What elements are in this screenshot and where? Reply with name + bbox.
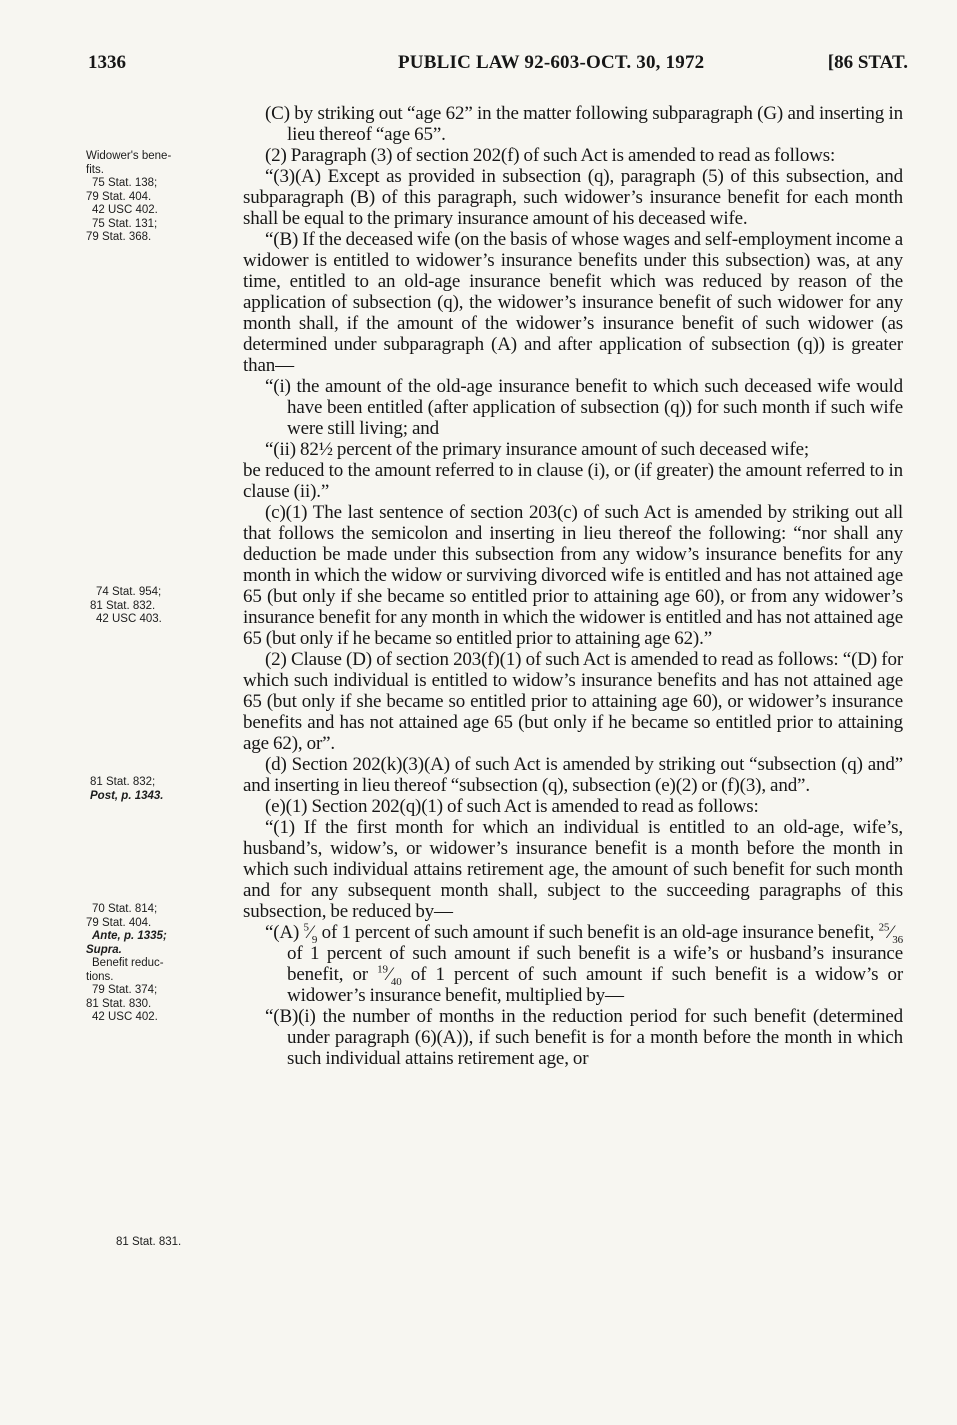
margin-line: 42 USC 403. (96, 613, 162, 625)
paragraph-d: (d) Section 202(k)(3)(A) of such Act is amended by striking out “subsection (q) and” and inserting in lieu thereof “subsection (q), subsection (e)(2) or (f)(3), and”. (243, 754, 903, 796)
law-title: PUBLIC LAW 92-603-OCT. 30, 1972 (398, 52, 705, 73)
paragraph-c2: (2) Clause (D) of section 203(f)(1) of such Act is amended to read as follows: “(D) for which such individual is entitled to widow’s insurance benefits and has not attained age 65 (but only if she became so entitled prior to attaining age 60), or widower’s insurance benefits and has not attained age 65 (but only if he became so entitled prior to attaining age 62), or”. (243, 649, 903, 754)
margin-note-widowers-benefits (86, 150, 236, 245)
margin-line: 81 Stat. 831. (116, 1236, 182, 1248)
paragraph-e1: (e)(1) Section 202(q)(1) of such Act is amended to read as follows: (265, 796, 759, 817)
margin-note-81-stat-832 (90, 776, 240, 803)
margin-line: 79 Stat. 374; (92, 984, 158, 996)
margin-line: Ante, p. 1335; (92, 930, 167, 942)
margin-line: 79 Stat. 368. (86, 231, 152, 243)
paragraph-c-striking-age: (C) by striking out “age 62” in the matter following subparagraph (G) and inserting in lieu thereof “age 65”. (265, 103, 903, 145)
margin-line: 79 Stat. 404. (86, 916, 152, 929)
page-number: 1336 (88, 52, 126, 73)
margin-line: 42 USC 402. (92, 1011, 158, 1023)
subparagraph-b: “(B)(i) the number of months in the reduction period for such benefit (determined under paragraph (6)(A)), if such benefit is for a month before the month in which such individual attains retirement age, or (265, 1006, 903, 1069)
clause-i: “(i) the amount of the old-age insurance benefit to which such deceased wife would have been entitled (after application of subsection (q)) for such month if such wife were still living; and (265, 376, 903, 439)
margin-line: 42 USC 402. (92, 204, 158, 216)
margin-line: 75 Stat. 131; (92, 217, 158, 230)
margin-line: 81 Stat. 832; (90, 776, 156, 788)
statute-body (243, 103, 903, 1069)
margin-line: Benefit reduc- (92, 957, 164, 969)
paragraph-2-amendment: (2) Paragraph (3) of section 202(f) of such Act is amended to read as follows: (265, 145, 836, 166)
paragraph-c1: (c)(1) The last sentence of section 203(c) of such Act is amended by striking out all that follows the semicolon and inserting in lieu thereof the following: “nor shall any deduction be made under this subsection from any widow’s insurance benefits for any month in which the widow or surviving divorced wife is entitled and has not attained age 65 (but only if she became so entitled prior to attaining age 60), or from any widower’s insurance benefit for any month in which the widower is entitled and has not attained age 65 (but only if he became so entitled prior to attaining age 62).” (243, 502, 903, 649)
statute-reference: [86 STAT. (827, 52, 908, 73)
margin-note-benefit-reductions (86, 903, 236, 1025)
margin-line: Post, p. 1343. (90, 789, 164, 802)
margin-line: 81 Stat. 832. (90, 599, 156, 612)
margin-line: Supra. (86, 943, 122, 956)
margin-line: 74 Stat. 954; (96, 586, 162, 598)
running-header (88, 52, 908, 82)
paragraph-3b: “(B) If the deceased wife (on the basis of whose wages and self-employment income a widower is entitled to widower’s insurance benefits under this subsection) was, at any time, entitled to an old-age insurance benefit which was reduced by reason of the application of subsection (q), the widower’s insurance benefit of such widower for any month shall, if the amount of the widower’s insurance benefit of such widower (as determined under subparagraph (A) and after application of subsection (q)) is greater than— (243, 229, 903, 376)
paragraph-3a: “(3)(A) Except as provided in subsection (q), paragraph (5) of this subsection, and subparagraph (B) of this paragraph, such widower’s insurance benefit for each month shall be equal to the primary insurance amount of his deceased wife. (243, 166, 903, 229)
margin-note-81-stat-831 (116, 1236, 266, 1250)
margin-line: tions. (86, 970, 114, 983)
margin-line: 70 Stat. 814; (92, 903, 158, 915)
subparagraph-a: “(A) $^5⁄_9$ of 1 percent of such amount if such benefit is an old-age insurance benefit, $^{25}⁄_{36}$ of 1 percent of such amount if such benefit is a wife’s or husband’s insurance benefit, or $^{19}⁄_{40}$ of 1 percent of such amount if such benefit is a widow’s or widower’s insurance benefit, multiplied by— (265, 921, 904, 1006)
clause-ii: “(ii) 82½ percent of the primary insurance amount of such deceased wife; (265, 439, 809, 460)
margin-line: 79 Stat. 404. (86, 190, 152, 203)
margin-line: fits. (86, 163, 104, 176)
margin-note-74-stat (90, 586, 240, 627)
margin-line: 81 Stat. 830. (86, 997, 152, 1010)
paragraph-reduced-amount: be reduced to the amount referred to in clause (i), or (if greater) the amount referred to in clause (ii).” (243, 460, 903, 502)
margin-line: 75 Stat. 138; (92, 177, 158, 189)
margin-line: Widower's bene- (86, 150, 172, 162)
paragraph-q1: “(1) If the first month for which an individual is entitled to an old-age, wife’s, husband’s, widow’s, or widower’s insurance benefit is a month before the month in which such individual attains retirement age, the amount of such benefit for such month and for any subsequent month shall, subject to the succeeding paragraphs of this subsection, be reduced by— (243, 817, 903, 922)
